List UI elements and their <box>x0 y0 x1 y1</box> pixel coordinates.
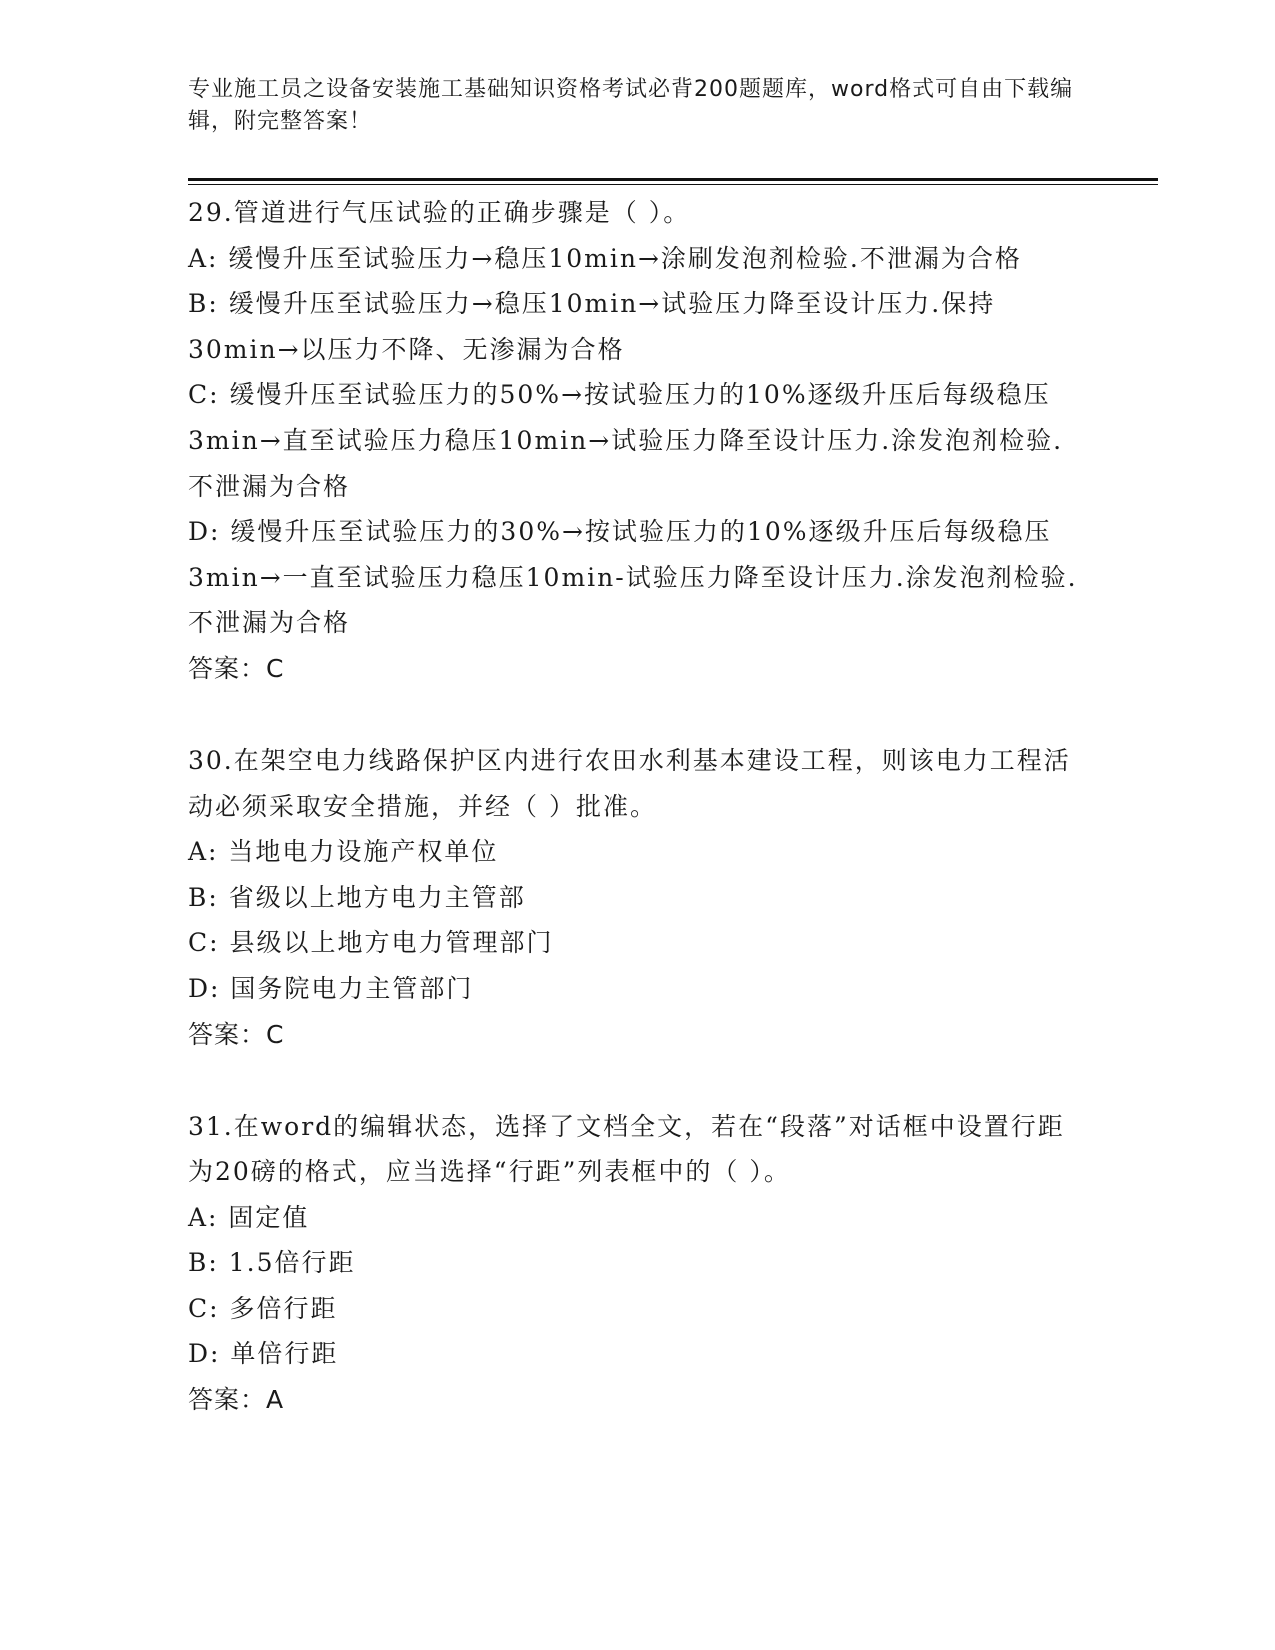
answer-label: 答案：C <box>188 653 285 683</box>
header-divider-thick <box>188 178 1158 181</box>
option-c: C: 县级以上地方电力管理部门 <box>188 928 554 958</box>
question-list <box>188 190 1088 1469</box>
question-31 <box>188 1104 1088 1424</box>
header-divider-thin <box>188 184 1158 185</box>
option-c: C: 缓慢升压至试验压力的50%→按试验压力的10%逐级升压后每级稳压3min→直至试验压力稳压10min→试验压力降至设计压力.涂发泡剂检验.不泄漏为合格 <box>188 380 1064 501</box>
option-b: B: 1.5倍行距 <box>188 1248 356 1278</box>
option-b: B: 缓慢升压至试验压力→稳压10min→试验压力降至设计压力.保持30min→以压力不降、无渗漏为合格 <box>188 289 996 364</box>
option-a: A: 固定值 <box>188 1202 310 1232</box>
answer-label: 答案：A <box>188 1385 285 1415</box>
option-c: C: 多倍行距 <box>188 1293 338 1323</box>
question-stem: 31.在word的编辑状态，选择了文档全文，若在“段落”对话框中设置行距为20磅的格式，应当选择“行距”列表框中的（ ）。 <box>188 1111 1065 1187</box>
question-29 <box>188 190 1088 692</box>
option-d: D: 缓慢升压至试验压力的30%→按试验压力的10%逐级升压后每级稳压3min→一直至试验压力稳压10min-试验压力降至设计压力.涂发泡剂检验.不泄漏为合格 <box>188 517 1078 638</box>
answer-label: 答案：C <box>188 1019 285 1049</box>
option-a: A: 当地电力设施产权单位 <box>188 837 499 867</box>
option-b: B: 省级以上地方电力主管部 <box>188 882 526 912</box>
question-30 <box>188 738 1088 1058</box>
document-header: 专业施工员之设备安装施工基础知识资格考试必背200题题库，word格式可自由下载编辑，附完整答案！ <box>188 77 1074 134</box>
option-d: D: 国务院电力主管部门 <box>188 973 474 1003</box>
question-stem: 29.管道进行气压试验的正确步骤是（ ）。 <box>188 198 691 227</box>
question-stem: 30.在架空电力线路保护区内进行农田水利基本建设工程，则该电力工程活动必须采取安全措施，并经（ ）批准。 <box>188 745 1071 821</box>
option-a: A: 缓慢升压至试验压力→稳压10min→涂刷发泡剂检验.不泄漏为合格 <box>188 243 1022 273</box>
option-d: D: 单倍行距 <box>188 1339 339 1369</box>
